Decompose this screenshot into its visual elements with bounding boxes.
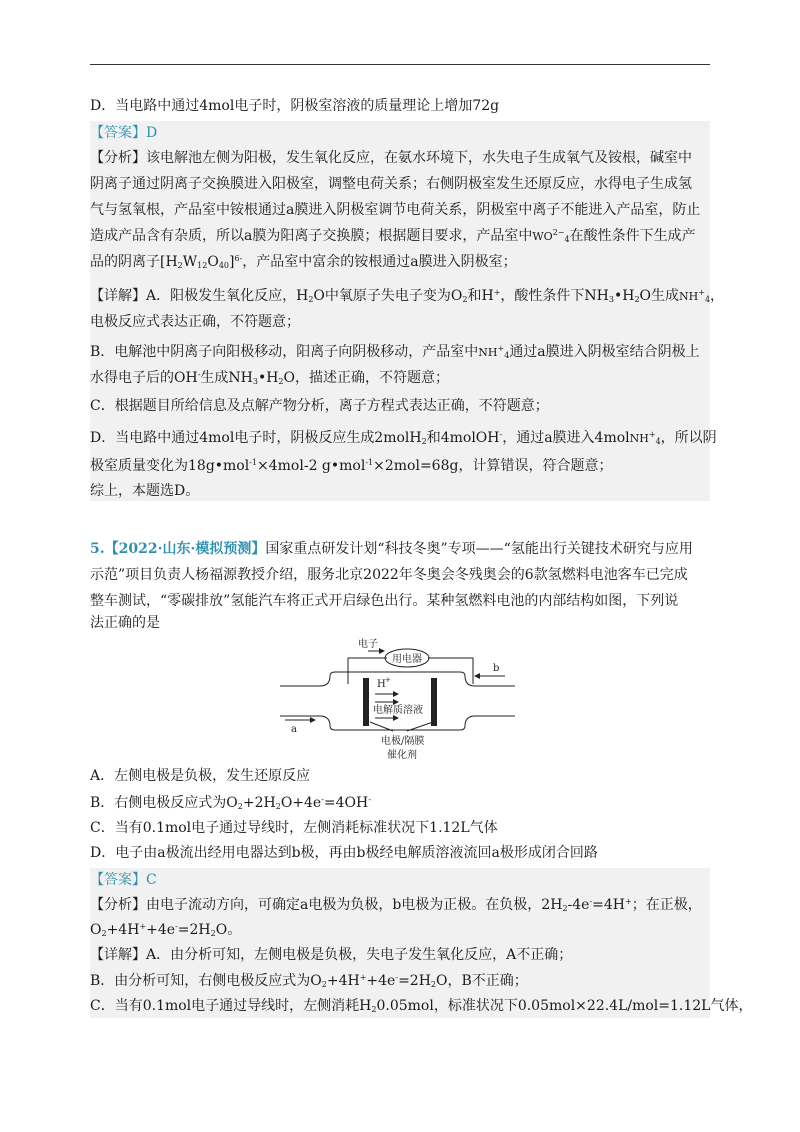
wo4-sub: 4 xyxy=(564,235,570,244)
text: ] xyxy=(229,254,235,270)
sub: 2 xyxy=(177,261,183,270)
nh4-ion xyxy=(478,346,509,359)
nh4-charge: + xyxy=(698,288,705,297)
sup: - xyxy=(197,370,201,379)
sub: 2 xyxy=(421,437,427,446)
sup: - xyxy=(395,973,399,982)
q5-stem-line-3: 整车测试，“零碳排放”氢能汽车将正式开启绿色出行。某种氢燃料电池的内部结构如图，下列说 xyxy=(90,593,679,609)
detail-prev-line-7 xyxy=(90,456,710,476)
text: B．由分析可知，右侧电极反应式为O xyxy=(90,973,322,989)
detail-prev-line-3 xyxy=(90,342,710,363)
text: 在酸性条件下生成产 xyxy=(569,228,696,244)
text: O xyxy=(207,254,219,270)
text: +4H xyxy=(326,973,360,989)
sup: -1 xyxy=(365,458,374,467)
text: 极室质量变化为18g•mol xyxy=(90,458,250,474)
text: C．当有0.1mol电子通过导线时，左侧消耗H xyxy=(90,998,372,1014)
sub: 2 xyxy=(278,377,284,386)
detail-prev-line-1 xyxy=(90,286,725,307)
h-arrowhead xyxy=(393,691,399,697)
wo4-ion xyxy=(532,230,569,243)
electron-label: 电子 xyxy=(358,639,378,650)
text: A．阳极发生氧化反应，H xyxy=(146,288,309,304)
nh4-charge: + xyxy=(497,344,505,353)
text: ，酸性条件下NH xyxy=(500,288,609,304)
sub: 3 xyxy=(252,377,258,386)
right-electrode xyxy=(431,678,437,726)
text: 0.05mol，标准状况下0.05mol×22.4L/mol=1.12L气体， xyxy=(376,998,753,1014)
sup: + xyxy=(359,973,367,982)
analysis-label: 【分析】 xyxy=(90,897,146,913)
sup: + xyxy=(493,288,501,297)
text: ， xyxy=(710,288,725,304)
sub: 2 xyxy=(634,295,640,304)
sub: 2 xyxy=(371,1005,377,1014)
text: ，通过a膜进入4mol xyxy=(502,430,630,446)
text: -4e xyxy=(567,897,590,913)
text: 生成NH xyxy=(200,370,253,386)
text: ，产品室中富余的铵根通过a膜进入阴极室； xyxy=(242,254,517,270)
sup: - xyxy=(368,795,371,804)
q5-option-b xyxy=(90,793,710,813)
nh4-charge: + xyxy=(648,430,656,439)
sup: - xyxy=(589,897,593,906)
text: O。 xyxy=(215,922,242,938)
sup: + xyxy=(625,897,632,906)
text: 和H xyxy=(467,288,494,304)
q5-detail-line-2 xyxy=(90,971,710,991)
fuel-cell-diagram xyxy=(275,636,525,762)
text: O，描述正确，不符题意； xyxy=(283,370,449,386)
arrowhead-b xyxy=(474,673,480,679)
text: O中氧原子失电子变为O xyxy=(313,288,463,304)
analysis-prev-line-2: 阴离子通过阴离子交换膜进入阳极室，调整电荷关系；右侧阴极室发生还原反应，水得电子生成氢 xyxy=(90,176,692,192)
nh4-base: NH xyxy=(679,290,699,303)
text: O+4e xyxy=(280,795,322,811)
detail-label: 【详解】 xyxy=(90,288,146,304)
sub: 2 xyxy=(321,980,327,989)
header-rule xyxy=(90,64,710,65)
nh4-base: NH xyxy=(478,346,498,359)
sup: 6- xyxy=(234,254,243,263)
sub: 2 xyxy=(308,295,314,304)
text: 通过a膜进入阴极室结合阴极上 xyxy=(509,344,700,360)
q5-detail-line-1 xyxy=(90,945,710,965)
sub: 2 xyxy=(275,802,281,811)
text: •H xyxy=(257,370,279,386)
text: +2H xyxy=(242,795,276,811)
text: =2H xyxy=(398,973,431,989)
analysis-prev-line-1 xyxy=(90,148,710,168)
detail-prev-line-5: C．根据题目所给信息及点解产物分析，离子方程式表达正确，不符题意； xyxy=(90,398,549,414)
sup: -1 xyxy=(249,458,258,467)
nh4-sub: 4 xyxy=(655,437,661,446)
text: D．当电路中通过4mol电子时，阴极反应生成2molH xyxy=(90,430,422,446)
device-label: 用电器 xyxy=(392,654,422,665)
text: O，B不正确； xyxy=(436,973,528,989)
hplus-label: H xyxy=(377,679,386,690)
conclusion-prev: 综上，本题选D。 xyxy=(90,483,200,499)
text: ，所以阴 xyxy=(660,430,717,446)
detail-prev-line-4 xyxy=(90,368,710,388)
sub: 2 xyxy=(210,929,216,938)
detail-prev-line-2: 电极反应式表达正确，不符题意； xyxy=(90,314,300,330)
sub: 2 xyxy=(562,904,568,913)
text: B．电解池中阴离子向阳极移动，阳离子向阴极移动，产品室中 xyxy=(90,344,479,360)
text: 水得电子后的OH xyxy=(90,370,198,386)
text: 国家重点研发计划“科技冬奥”专项——“氢能出行关键技术研究与应用 xyxy=(265,541,693,557)
analysis-prev-line-5 xyxy=(90,252,710,272)
q5-option-a: A．左侧电极是负极，发生还原反应 xyxy=(90,768,311,784)
detail-label: 【详解】 xyxy=(90,947,146,963)
question-number: 5. xyxy=(90,541,105,557)
sub: 2 xyxy=(237,802,243,811)
text: W xyxy=(182,254,198,270)
q5-answer: 【答案】C xyxy=(90,872,157,888)
q5-detail-line-3 xyxy=(90,996,753,1016)
analysis-label: 【分析】 xyxy=(90,150,146,166)
question-source: 【2022·山东·模拟预测】 xyxy=(104,541,266,557)
sub: 2 xyxy=(101,929,107,938)
sub: 12 xyxy=(197,261,208,270)
electrolyte-label: 电解质溶液 xyxy=(373,705,423,716)
sup: - xyxy=(175,922,178,931)
wo4-base: WO xyxy=(532,230,553,243)
text: O xyxy=(90,922,102,938)
text: A．由分析可知，左侧电极是负极，失电子发生氧化反应，A不正确； xyxy=(146,947,573,963)
sub: 2 xyxy=(430,980,437,989)
nh4-ion xyxy=(679,290,710,303)
q5-stem-line-4: 法正确的是 xyxy=(90,615,160,631)
q5-option-c: C．当有0.1mol电子通过导线时，左侧消耗标准状况下1.12L气体 xyxy=(90,820,498,836)
text: 和4molOH xyxy=(426,430,500,446)
text: ；在正极， xyxy=(631,897,702,913)
detail-prev-line-6 xyxy=(90,428,717,449)
electron-arrowhead xyxy=(379,648,385,654)
analysis-prev-line-3: 气与氢氧根，产品室中铵根通过a膜进入阴极室调节电荷关系，阴极室中离子不能进入产品室，防止 xyxy=(90,202,701,218)
option-d-prev: D．当电路中通过4mol电子时，阴极室溶液的质量理论上增加72g xyxy=(90,98,500,114)
sup: - xyxy=(499,430,503,439)
text: +4e xyxy=(366,973,396,989)
sup: - xyxy=(321,795,324,804)
text: 造成产品含有杂质，所以a膜为阳离子交换膜；根据题目要求，产品室中 xyxy=(90,228,533,244)
analysis-text: 该电解池左侧为阳极，发生氧化反应，在氨水环境下，水失电子生成氧气及铵根，碱室中 xyxy=(146,150,692,166)
sub: 2 xyxy=(462,295,468,304)
text: =4H xyxy=(592,897,626,913)
text: O生成 xyxy=(639,288,680,304)
text: ×4mol-2 g•mol xyxy=(257,458,366,474)
text: B．右侧电极反应式为O xyxy=(90,795,238,811)
sub: 40 xyxy=(218,261,230,270)
analysis-prev-line-4 xyxy=(90,226,710,247)
text: =2H xyxy=(177,922,211,938)
hplus-sup: + xyxy=(385,676,391,684)
answer-prev: 【答案】D xyxy=(90,125,158,141)
text: •H xyxy=(613,288,635,304)
wo4-charge: 2− xyxy=(552,228,565,237)
text: +4H xyxy=(106,922,140,938)
electrode-label: 电极/隔膜 xyxy=(381,736,425,747)
nh4-ion xyxy=(630,432,661,445)
nh4-base: NH xyxy=(629,432,649,445)
sup: + xyxy=(139,922,147,931)
q5-stem-line-1 xyxy=(90,539,710,559)
arrowhead-a xyxy=(310,717,316,723)
q5-stem-line-2: 示范”项目负责人杨福源教授介绍，服务北京2022年冬奥会冬残奥会的6款氢燃料电池客车已完成 xyxy=(90,567,688,583)
left-electrode xyxy=(363,678,369,726)
q5-analysis-line-1 xyxy=(90,895,710,915)
text: 品的阴离子[H xyxy=(90,254,178,270)
text: ×2mol=68g，计算错误，符合题意； xyxy=(373,458,613,474)
label-a: a xyxy=(291,724,297,735)
nh4-sub: 4 xyxy=(704,295,711,304)
catalyst-label: 催化剂 xyxy=(387,750,417,761)
text: =4OH xyxy=(323,795,369,811)
text: +4e xyxy=(146,922,176,938)
nh4-sub: 4 xyxy=(504,351,510,360)
q5-analysis-line-2 xyxy=(90,920,710,940)
sub: 3 xyxy=(608,295,614,304)
text: 由电子流动方向，可确定a电极为负极，b电极为正极。在负极，2H xyxy=(146,897,563,913)
label-b: b xyxy=(493,663,500,674)
q5-option-d: D．电子由a极流出经用电器达到b极，再由b极经电解质溶液流回a极形成闭合回路 xyxy=(90,845,598,861)
